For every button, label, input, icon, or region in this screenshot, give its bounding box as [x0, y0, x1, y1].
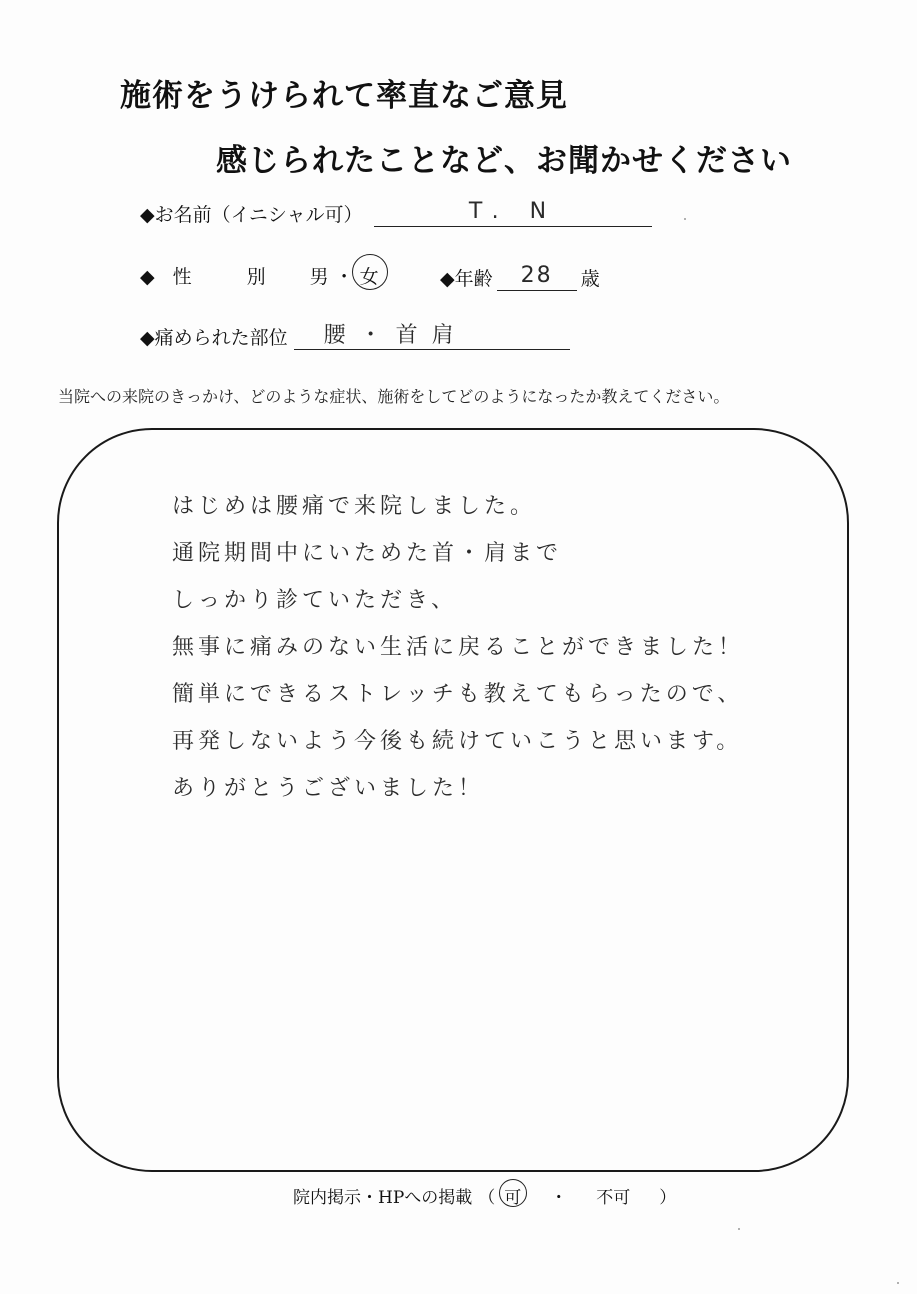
comment-line: 簡単にできるストレッチも教えてもらったので、: [172, 682, 744, 707]
treated-area-field[interactable]: 腰・首肩: [294, 322, 570, 350]
publish-option-allow[interactable]: 可: [501, 1183, 524, 1208]
comment-text: [172, 492, 744, 821]
name-label: ◆お名前（イニシャル可）: [140, 204, 363, 226]
publish-option-deny[interactable]: 不可: [596, 1188, 631, 1208]
age-field[interactable]: 28: [497, 262, 577, 291]
gender-label: ◆性 別: [140, 266, 284, 288]
comment-line: ありがとうございました！: [172, 776, 485, 801]
publish-label: 院内掲示・HPへの掲載: [293, 1188, 473, 1208]
gender-separator: ・: [334, 266, 354, 288]
treated-area-label: ◆痛められた部位: [140, 327, 288, 349]
scan-speck: [738, 1228, 740, 1230]
comment-line: はじめは腰痛で来院しました。: [172, 494, 537, 519]
instruction-text: 当院への来院のきっかけ、どのような症状、施術をしてどのようになったか教えてください。: [58, 387, 730, 406]
comment-line: 再発しないよう今後も続けていこうと思います。: [172, 729, 743, 754]
treated-area-row: [140, 322, 570, 350]
publish-close-paren: ）: [659, 1188, 677, 1208]
form-title-line-1: 施術をうけられて率直なご意見: [120, 78, 568, 114]
gender-option-female[interactable]: 女: [356, 262, 383, 289]
name-field[interactable]: T. N: [374, 198, 652, 227]
comment-line: 無事に痛みのない生活に戻ることができました！: [172, 635, 745, 660]
scan-speck: [684, 218, 686, 220]
comment-line: しっかり診ていただき、: [172, 588, 458, 613]
gender-row: [140, 262, 383, 289]
scan-speck: [897, 1282, 899, 1284]
name-row: [140, 198, 652, 227]
gender-option-male[interactable]: 男: [309, 266, 329, 288]
age-unit: 歳: [580, 268, 600, 290]
age-row: [440, 262, 600, 291]
age-label: ◆年齢: [440, 268, 493, 290]
publish-open-paren: （: [478, 1188, 496, 1208]
publish-consent-row: [293, 1183, 676, 1208]
form-title-line-2: 感じられたことなど、お聞かせください: [216, 143, 792, 179]
comment-line: 通院期間中にいためた首・肩まで: [172, 541, 563, 566]
publish-separator: ・: [550, 1188, 568, 1208]
